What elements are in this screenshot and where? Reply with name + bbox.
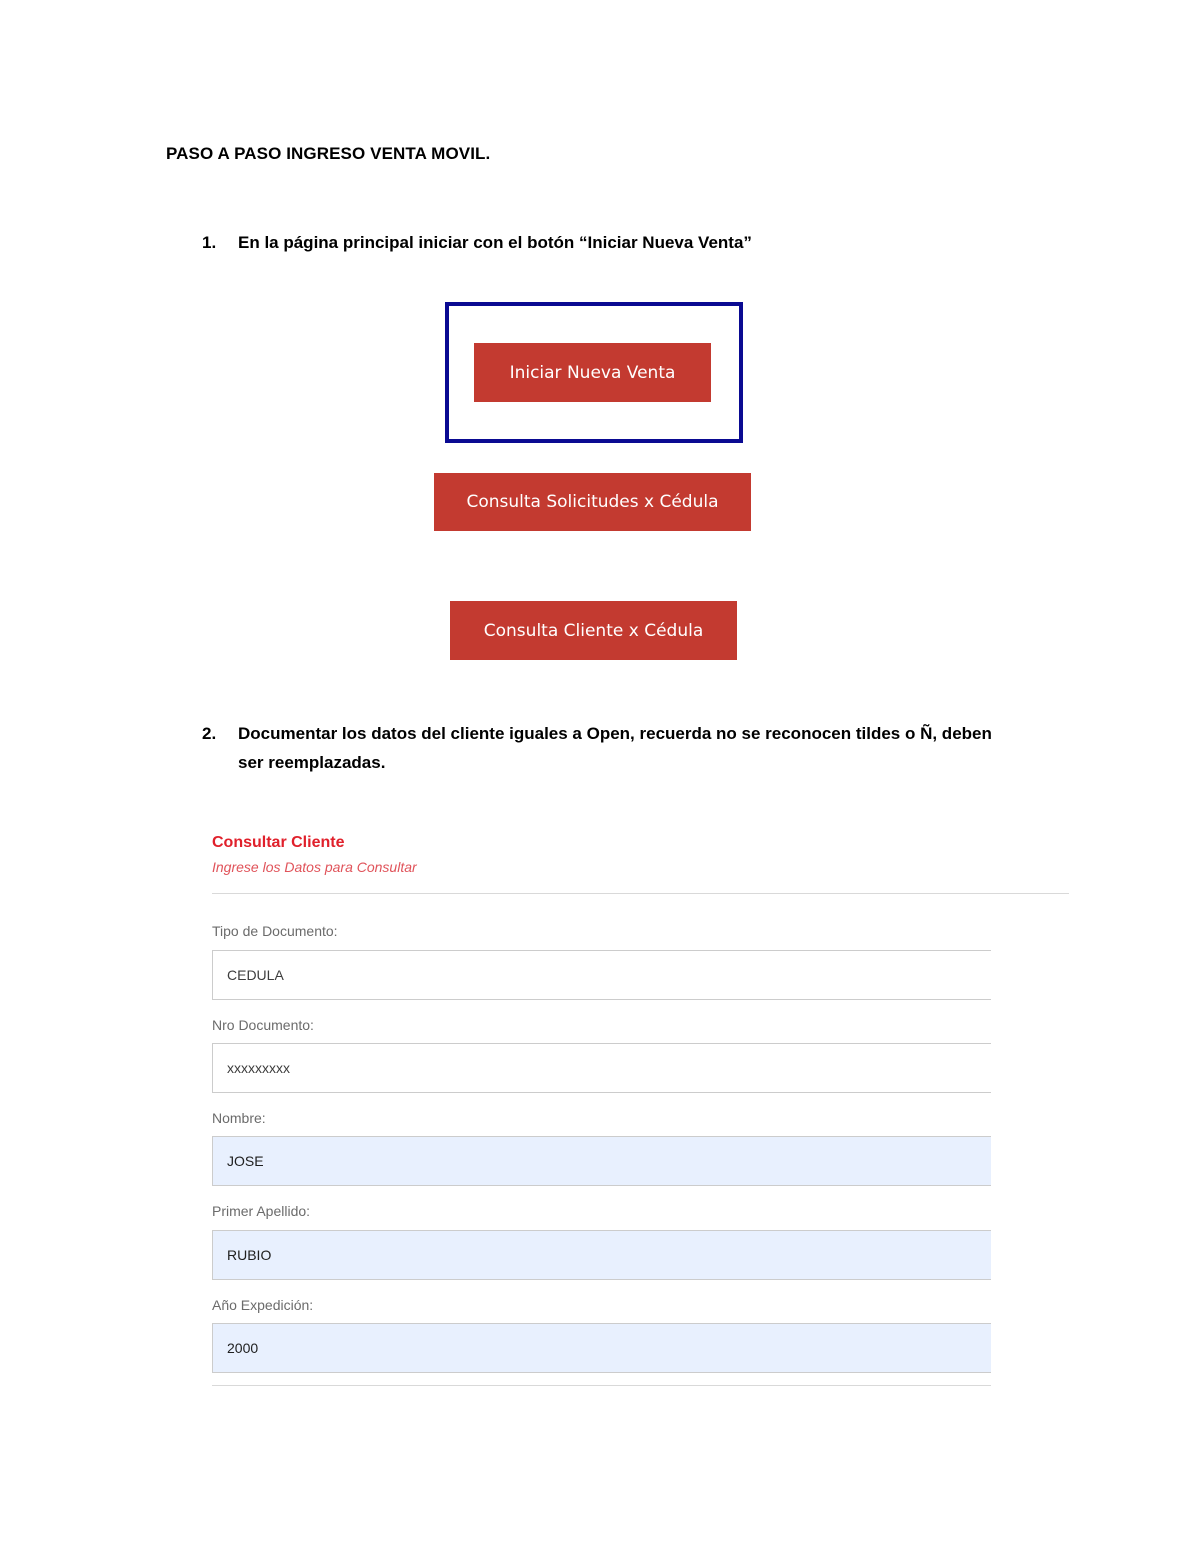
consulta-solicitudes-button[interactable]: Consulta Solicitudes x Cédula xyxy=(434,473,751,531)
primer-apellido-field[interactable] xyxy=(212,1230,991,1280)
ano-expedicion-field[interactable] xyxy=(212,1323,991,1373)
nombre-field[interactable] xyxy=(212,1136,991,1186)
tipo-documento-field[interactable] xyxy=(212,950,991,1000)
step-2-number: 2. xyxy=(202,724,217,743)
step-1 xyxy=(202,228,1022,257)
step-1-number: 1. xyxy=(202,233,217,252)
nombre-label: Nombre: xyxy=(212,1110,266,1126)
form-divider xyxy=(212,893,1069,894)
consulta-cliente-button[interactable]: Consulta Cliente x Cédula xyxy=(450,601,737,660)
document-title: PASO A PASO INGRESO VENTA MOVIL. xyxy=(166,144,491,163)
form-subtitle: Ingrese los Datos para Consultar xyxy=(212,859,417,875)
tipo-documento-label: Tipo de Documento: xyxy=(212,923,338,939)
nro-documento-field[interactable] xyxy=(212,1043,991,1093)
step-2-text: Documentar los datos del cliente iguales a Open, recuerda no se reconocen tildes o Ñ, deben ser reemplazadas. xyxy=(238,724,992,772)
step-2 xyxy=(202,719,1022,777)
consultar-cliente-form xyxy=(212,832,1069,1313)
form-title: Consultar Cliente xyxy=(212,834,345,851)
nro-documento-label: Nro Documento: xyxy=(212,1017,314,1033)
form-bottom-divider xyxy=(212,1385,991,1386)
iniciar-nueva-venta-button[interactable]: Iniciar Nueva Venta xyxy=(474,343,711,402)
primer-apellido-label: Primer Apellido: xyxy=(212,1203,311,1219)
ano-expedicion-label: Año Expedición: xyxy=(212,1297,314,1313)
step-1-text: En la página principal iniciar con el botón “Iniciar Nueva Venta” xyxy=(238,233,752,252)
